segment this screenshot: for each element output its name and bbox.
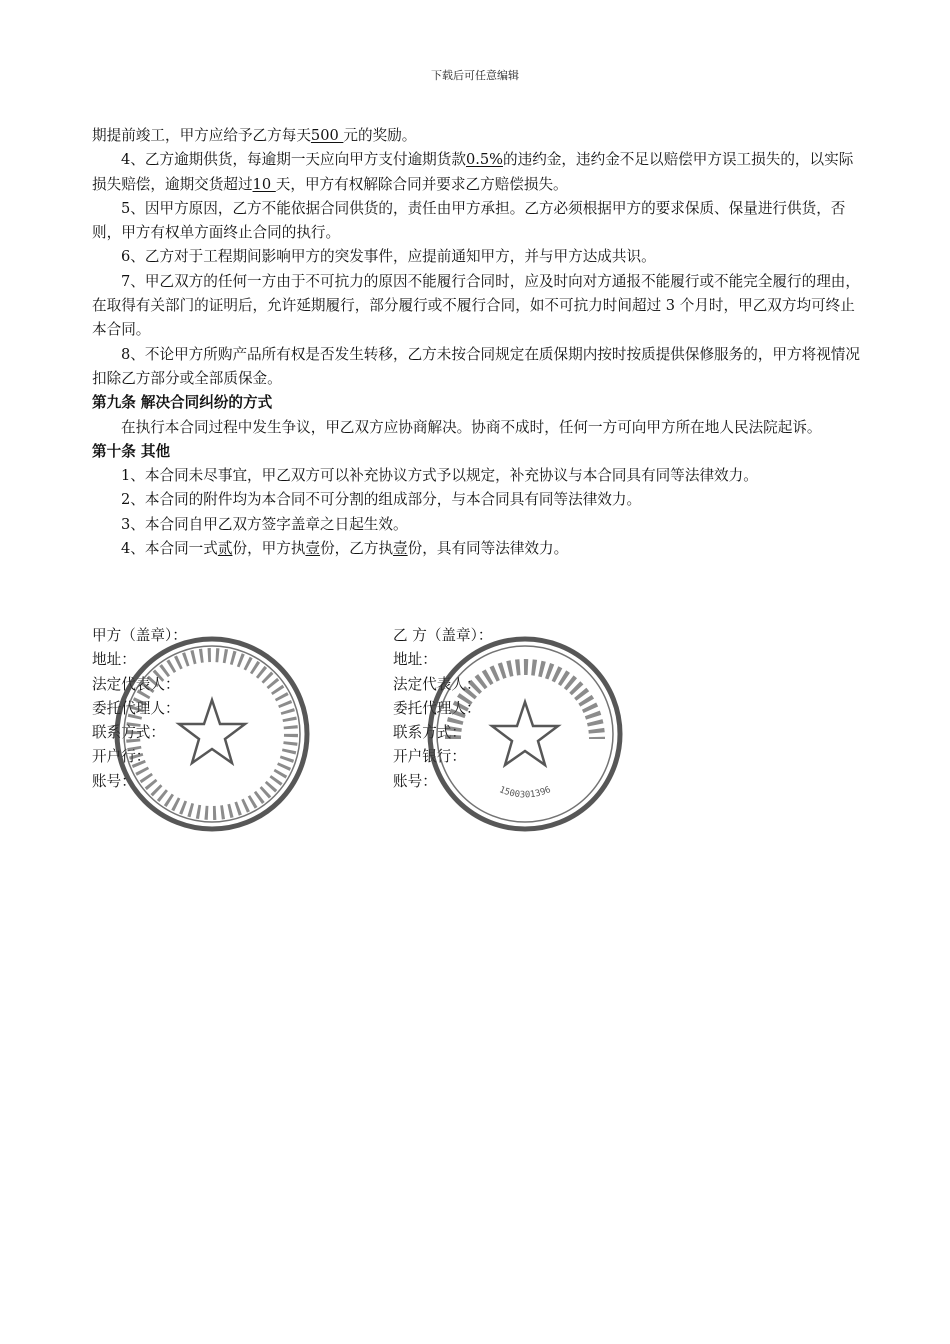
party-a-title: 甲方（盖章）： — [92, 627, 187, 644]
article-9-heading: 第九条 解决合同纠纷的方式 — [92, 394, 273, 412]
text-segment: 4、本合同一式 — [121, 540, 218, 558]
party-b-field-account: 账号： — [393, 772, 437, 790]
clause-4-late-delivery — [92, 148, 867, 197]
party-b-signature-block — [393, 624, 493, 794]
clause-7-force-majeure: 7、甲乙双方的任何一方由于不可抗力的原因不能履行合同时，应及时向对方通报不能履行或不能完全履行的理由，在取得有关部门的证明后，允许延期履行，部分履行或不履行合同，如不可抗力时间超过 3 个月时，甲乙双方均可终止本合同。 — [92, 272, 860, 339]
copies-party-a: 壹 — [305, 540, 321, 558]
reward-amount: 500 — [310, 127, 344, 144]
party-a-field-address: 地址： — [92, 651, 136, 669]
svg-text:1500301396 — [498, 785, 553, 800]
party-b-title: 乙 方（盖章）： — [393, 627, 493, 644]
party-b-seal-number: 1500301396 — [497, 785, 553, 801]
text-segment: 4、乙方逾期供货，每逾期一天应向甲方支付逾期货款 — [121, 151, 466, 169]
text-segment: 元的奖励。 — [343, 127, 417, 144]
party-a-field-agent: 委托代理人： — [92, 699, 180, 717]
party-b-field-agent: 委托代理人： — [393, 699, 481, 717]
article-10-item: 1、本合同未尽事宜，甲乙双方可以补充协议方式予以规定，补充协议与本合同具有同等法律效力。 — [121, 467, 758, 485]
text-segment: 的违约金，违约金不足以赔偿甲方误工损失的，以实际损失赔偿，逾期交货超过 — [92, 151, 854, 193]
paragraph-early-completion-reward — [92, 124, 867, 148]
article-10-item: 3、本合同自甲乙双方签字盖章之日起生效。 — [121, 515, 408, 533]
text-segment: 份，具有同等法律效力。 — [407, 540, 569, 558]
party-a-field-bank: 开户行： — [92, 748, 151, 766]
clause-5: 5、因甲方原因，乙方不能依据合同供货的，责任由甲方承担。乙方必须根据甲方的要求保质、保量进行供货，否则，甲方有权单方面终止合同的执行。 — [92, 199, 846, 242]
clause-8-warranty: 8、不论甲方所购产品所有权是否发生转移，乙方未按合同规定在质保期内按时按质提供保修服务的，甲方将视情况扣除乙方部分或全部质保金。 — [92, 345, 860, 387]
text-segment: 期提前竣工，甲方应给予乙方每天 — [92, 127, 311, 144]
party-a-field-contact: 联系方式： — [92, 724, 165, 742]
contract-body — [92, 124, 867, 561]
party-a-field-legal-rep: 法定代表人： — [92, 675, 180, 693]
party-b-field-address: 地址： — [393, 651, 437, 669]
party-b-field-legal-rep: 法定代表人： — [393, 675, 481, 693]
article-9-text: 在执行本合同过程中发生争议，甲乙双方应协商解决。协商不成时，任何一方可向甲方所在地人民法院起诉。 — [121, 418, 822, 436]
clause-6: 6、乙方对于工程期间影响甲方的突发事件，应提前通知甲方，并与甲方达成共识。 — [121, 248, 656, 266]
text-segment: 份，甲方执 — [232, 540, 306, 558]
article-10-item: 2、本合同的附件均为本合同不可分割的组成部分，与本合同具有同等法律效力。 — [121, 491, 642, 509]
text-segment: 天，甲方有权解除合同并要求乙方赔偿损失。 — [275, 175, 568, 193]
text-segment: 份，乙方执 — [320, 540, 394, 558]
penalty-rate: 0.5% — [465, 151, 504, 169]
party-b-field-bank: 开户银行： — [393, 748, 466, 766]
page-header-note: 下载后可任意编辑 — [431, 69, 519, 82]
overdue-days: 10 — [252, 175, 276, 193]
article-10-item-copies — [92, 537, 867, 561]
party-a-signature-block — [92, 624, 187, 794]
party-a-field-account: 账号： — [92, 772, 136, 790]
party-b-field-contact: 联系方式： — [393, 724, 466, 742]
article-10-heading: 第十条 其他 — [92, 442, 171, 460]
copies-party-b: 壹 — [393, 540, 408, 558]
copies-total: 贰 — [217, 540, 233, 558]
